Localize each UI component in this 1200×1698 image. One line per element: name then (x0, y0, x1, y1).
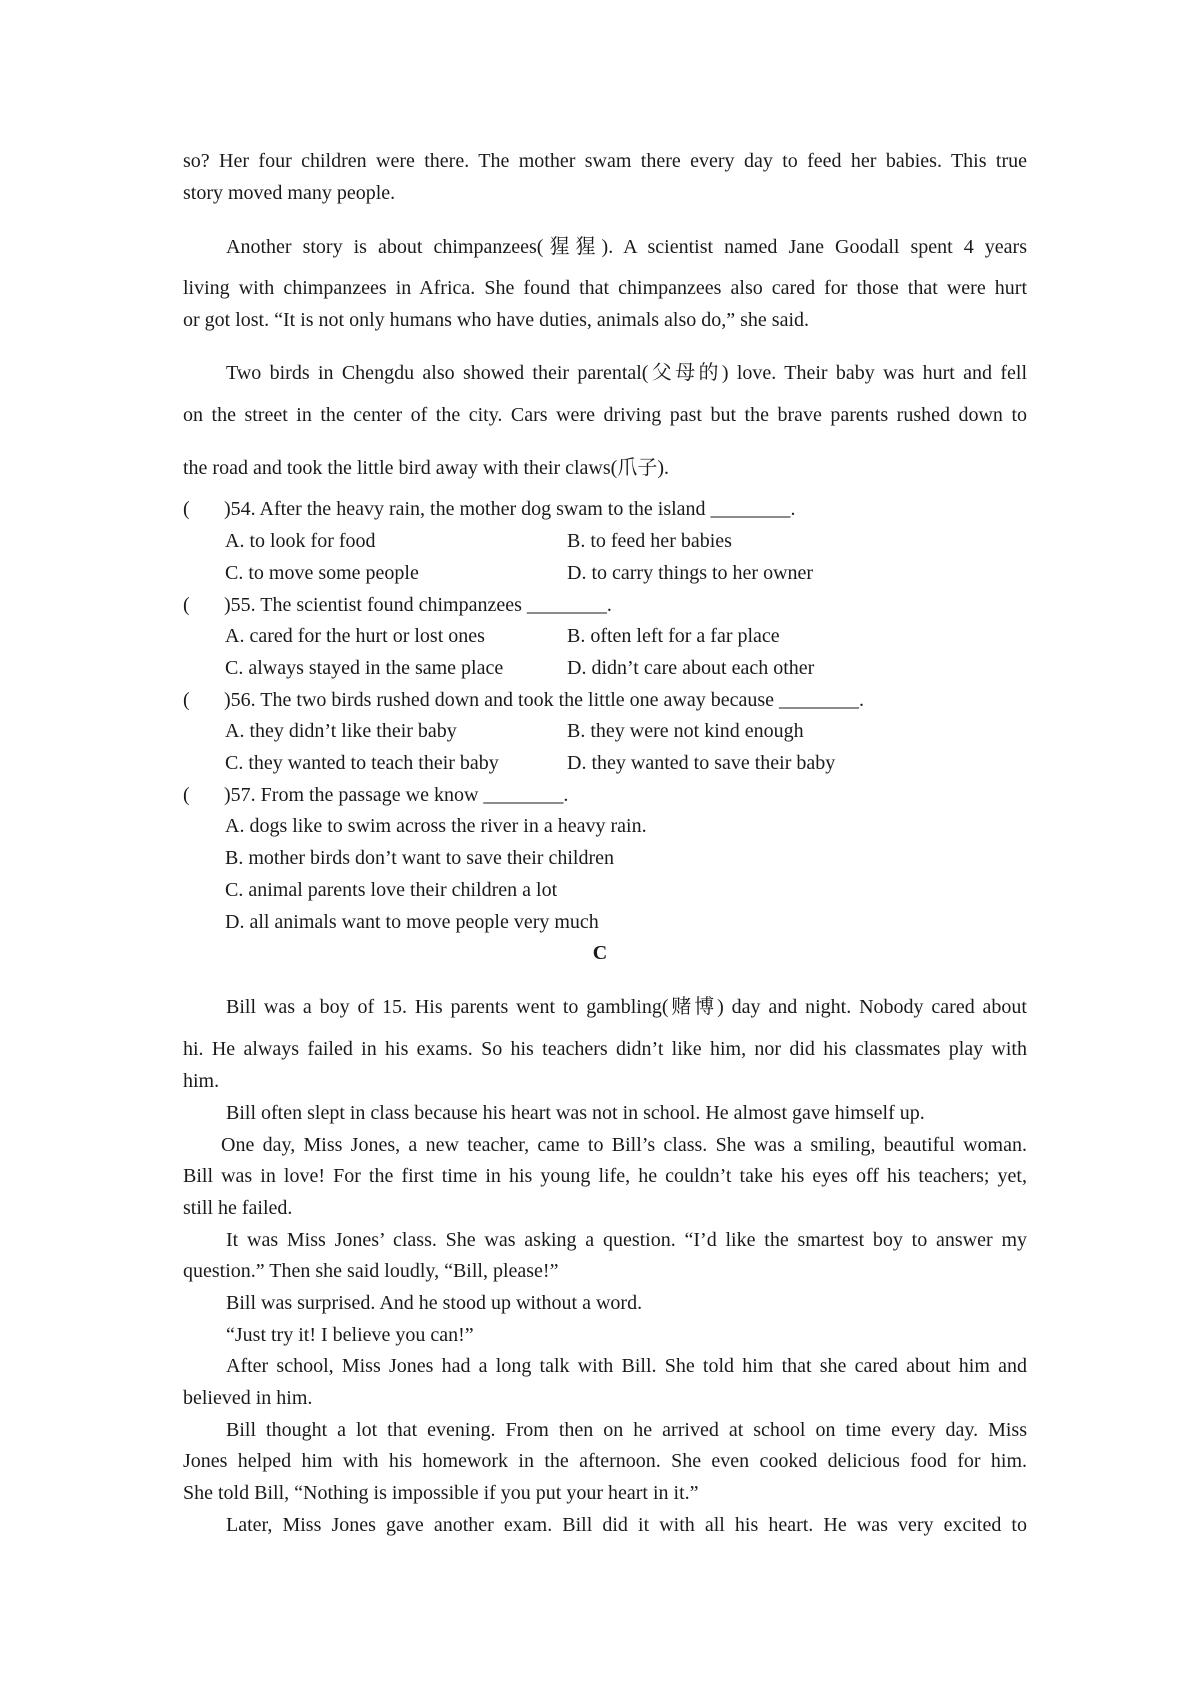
passage-c-line: still he failed. (183, 1197, 293, 1219)
question-option: B. mother birds don’t want to save their children (225, 847, 614, 869)
question-option: B. to feed her babies (567, 530, 732, 552)
passage-b-line: on the street in the center of the city. Cars were driving past but the brave parents rushed down to (183, 404, 1027, 426)
passage-b-line: or got lost. “It is not only humans who have duties, animals also do,” she said. (183, 309, 810, 331)
question-option: A. dogs like to swim across the river in a heavy rain. (225, 815, 647, 837)
passage-c-line: It was Miss Jones’ class. She was asking a question. “I’d like the smartest boy to answer my (226, 1229, 1027, 1251)
passage-c-line: him. (183, 1070, 220, 1092)
passage-c-line: Bill thought a lot that evening. From then on he arrived at school on time every day. Miss (226, 1419, 1027, 1441)
question-option: D. they wanted to save their baby (567, 752, 836, 774)
passage-c-line: Bill was a boy of 15. His parents went to gambling(赌博) day and night. Nobody cared about (226, 996, 1027, 1018)
passage-b-line: so? Her four children were there. The mother swam there every day to feed her babies. This true (183, 150, 1027, 172)
passage-b-line: Another story is about chimpanzees(猩猩). A scientist named Jane Goodall spent 4 years (226, 236, 1027, 258)
question-option: C. they wanted to teach their baby (225, 752, 499, 774)
question-stem: )57. From the passage we know ________. (224, 784, 569, 806)
passage-c-line: Bill often slept in class because his heart was not in school. He almost gave himself up. (226, 1102, 925, 1124)
passage-c-line: One day, Miss Jones, a new teacher, came to Bill’s class. She was a smiling, beautiful woman. (221, 1134, 1027, 1156)
passage-c-line: After school, Miss Jones had a long talk with Bill. She told him that she cared about him and (226, 1355, 1027, 1377)
question-option: C. to move some people (225, 562, 419, 584)
question-option: D. didn’t care about each other (567, 657, 815, 679)
question-option: C. animal parents love their children a lot (225, 879, 558, 901)
passage-c-line: Bill was surprised. And he stood up without a word. (226, 1292, 643, 1314)
passage-c-line: believed in him. (183, 1387, 313, 1409)
question-option: B. often left for a far place (567, 625, 780, 647)
question-option: B. they were not kind enough (567, 720, 804, 742)
passage-b-line: story moved many people. (183, 182, 396, 204)
question-stem: )56. The two birds rushed down and took the little one away because ________. (224, 689, 865, 711)
question-option: D. all animals want to move people very much (225, 911, 599, 933)
question-paren: ( (183, 689, 190, 711)
question-option: A. they didn’t like their baby (225, 720, 457, 742)
section-heading: C (592, 942, 608, 964)
passage-c-line: Bill was in love! For the first time in his young life, he couldn’t take his eyes off his teachers; yet, (183, 1165, 1027, 1187)
passage-c-line: hi. He always failed in his exams. So his teachers didn’t like him, nor did his classmates play with (183, 1038, 1027, 1060)
question-option: C. always stayed in the same place (225, 657, 504, 679)
passage-c-line: “Just try it! I believe you can!” (226, 1324, 474, 1346)
passage-b-line: living with chimpanzees in Africa. She found that chimpanzees also cared for those that were hurt (183, 277, 1027, 299)
passage-c-line: question.” Then she said loudly, “Bill, please!” (183, 1260, 559, 1282)
passage-b-line: Two birds in Chengdu also showed their parental(父母的) love. Their baby was hurt and fell (226, 362, 1027, 384)
passage-c-line: She told Bill, “Nothing is impossible if you put your heart in it.” (183, 1482, 699, 1504)
passage-b-line: the road and took the little bird away with their claws(爪子). (183, 457, 669, 479)
question-stem: )54. After the heavy rain, the mother dog swam to the island ________. (224, 498, 796, 520)
passage-c-line: Jones helped him with his homework in the afternoon. She even cooked delicious food for him. (183, 1450, 1027, 1472)
question-paren: ( (183, 498, 190, 520)
passage-c-line: Later, Miss Jones gave another exam. Bill did it with all his heart. He was very excited to (226, 1514, 1027, 1536)
question-paren: ( (183, 594, 190, 616)
question-option: D. to carry things to her owner (567, 562, 814, 584)
question-option: A. cared for the hurt or lost ones (225, 625, 485, 647)
question-paren: ( (183, 784, 190, 806)
question-option: A. to look for food (225, 530, 376, 552)
question-stem: )55. The scientist found chimpanzees ________. (224, 594, 612, 616)
